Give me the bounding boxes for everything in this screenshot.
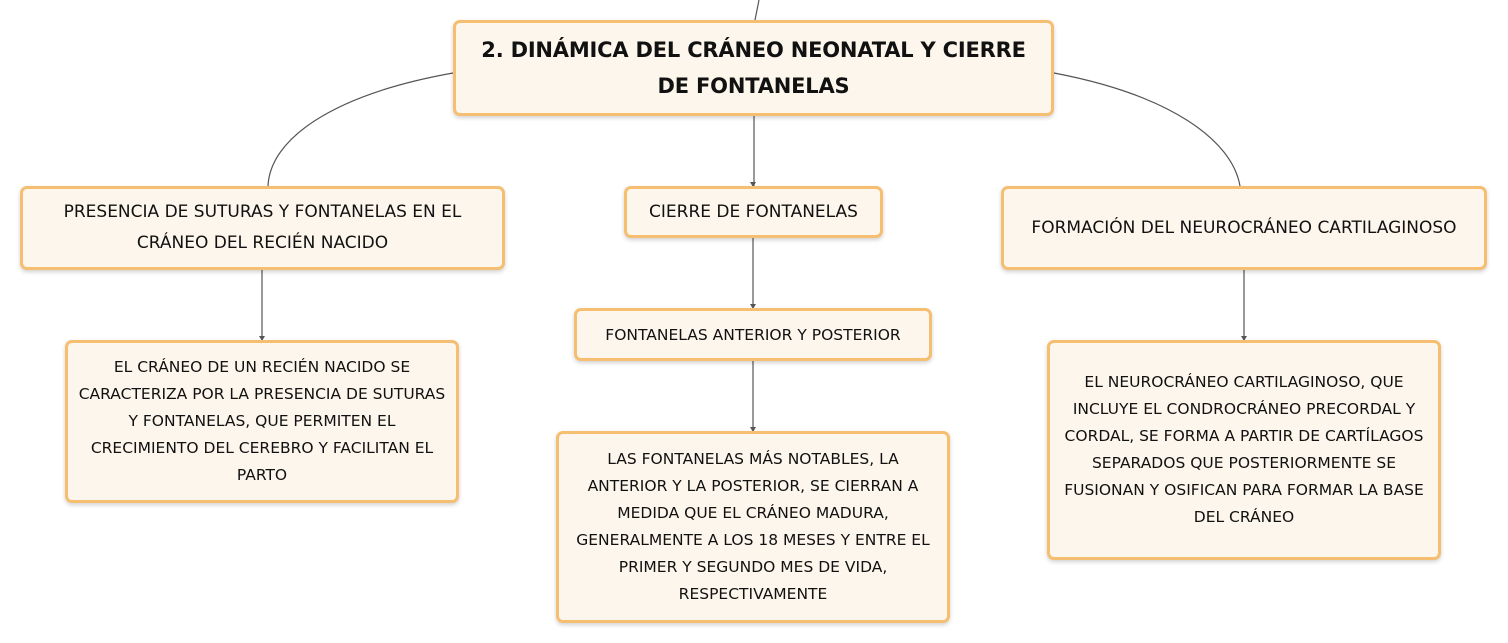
connector-root-to-branch-left (268, 73, 453, 186)
subtopic-fontanelas-anterior-posterior-text: FONTANELAS ANTERIOR Y POSTERIOR (605, 325, 901, 344)
topic-presencia-suturas[interactable] (20, 186, 505, 270)
detail-presencia-suturas-text: EL CRÁNEO DE UN RECIÉN NACIDO SE CARACTERIZA POR LA PRESENCIA DE SUTURAS Y FONTANELAS, QUE PERMITEN EL CRECIMIENTO DEL CEREBRO Y FACILITAN EL PARTO (78, 358, 446, 484)
topic-neurocraneo-cartilaginoso-text: FORMACIÓN DEL NEUROCRÁNEO CARTILAGINOSO (1031, 217, 1457, 238)
root-topic-text: 2. DINÁMICA DEL CRÁNEO NEONATAL Y CIERRE DE FONTANELAS (481, 38, 1026, 98)
detail-cierre-fontanelas-text: LAS FONTANELAS MÁS NOTABLES, LA ANTERIOR Y LA POSTERIOR, SE CIERRAN A MEDIDA QUE EL CRÁNEO MADURA, GENERALMENTE A LOS 18 MESES Y ENTRE EL PRIMER Y SEGUNDO MES DE VIDA, RESPECTIVAMENTE (576, 450, 930, 603)
topic-neurocraneo-cartilaginoso[interactable] (1001, 186, 1487, 270)
topic-presencia-suturas-text: PRESENCIA DE SUTURAS Y FONTANELAS EN EL CRÁNEO DEL RECIÉN NACIDO (63, 202, 462, 253)
subtopic-fontanelas-anterior-posterior[interactable] (574, 308, 932, 361)
topic-cierre-fontanelas[interactable] (624, 186, 883, 238)
detail-neurocraneo-cartilaginoso[interactable] (1047, 340, 1441, 560)
connector-parent-to-root (755, 0, 759, 20)
detail-cierre-fontanelas[interactable] (556, 431, 950, 623)
root-topic[interactable] (453, 20, 1054, 116)
topic-cierre-fontanelas-text: CIERRE DE FONTANELAS (649, 201, 858, 222)
detail-presencia-suturas[interactable] (65, 340, 459, 503)
detail-neurocraneo-cartilaginoso-text: EL NEUROCRÁNEO CARTILAGINOSO, QUE INCLUYE EL CONDROCRÁNEO PRECORDAL Y CORDAL, SE FORMA A PARTIR DE CARTÍLAGOS SEPARADOS QUE POSTERIORMENTE SE FUSIONAN Y OSIFICAN PARA FORMAR LA BASE DEL CRÁNEO (1064, 373, 1424, 526)
connector-root-to-branch-right (1054, 73, 1240, 186)
